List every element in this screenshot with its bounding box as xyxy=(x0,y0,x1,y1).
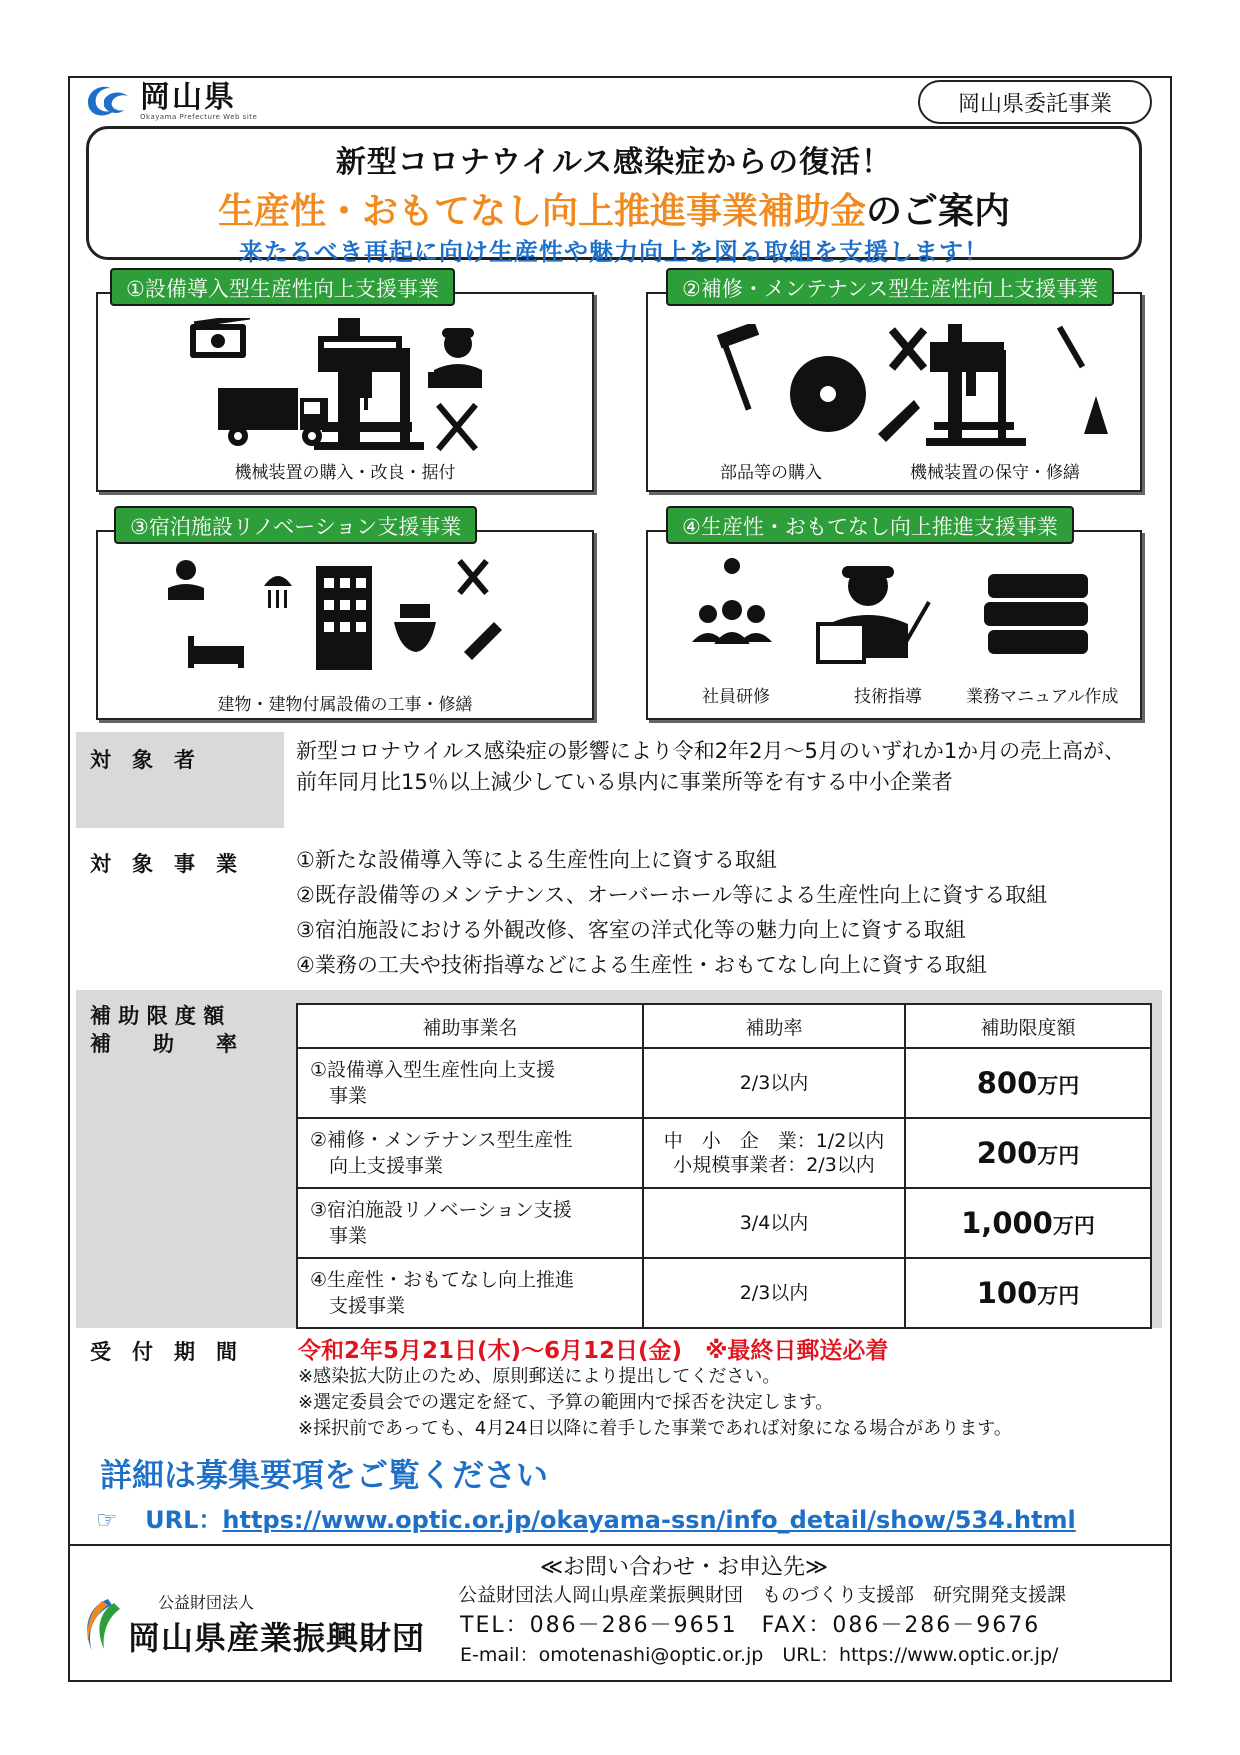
okayama-emblem-icon xyxy=(84,82,132,122)
row3-limit: 1,000万円 xyxy=(905,1188,1151,1258)
handsaw-icon xyxy=(878,400,920,442)
projects-item-3: ③宿泊施設における外観改修、客室の洋式化等の魅力向上に資する取組 xyxy=(296,918,966,942)
subsidy-label-rate: 補 助 率 xyxy=(90,1032,237,1056)
contact-heading: ≪お問い合わせ・お申込先≫ xyxy=(540,1555,829,1580)
hammer-icon xyxy=(717,324,759,411)
bed-icon xyxy=(188,636,244,668)
subsidy-table xyxy=(296,1003,1152,1329)
panel-maintenance xyxy=(646,292,1142,492)
foundation-name: 岡山県産業振興財団 xyxy=(128,1619,426,1657)
saw-blade-icon xyxy=(790,356,866,432)
title-line2 xyxy=(89,183,1139,234)
panel2-caption-maintenance: 機械装置の保守・修繕 xyxy=(910,463,1080,483)
projects-item-1: ①新たな設備導入等による生産性向上に資する取組 xyxy=(296,848,777,872)
period-dates: 令和2年5月21日(木)～6月12日(金) ※最終日郵送必着 xyxy=(298,1338,889,1364)
toilet-icon xyxy=(394,604,436,652)
period-label: 受 付 期 間 xyxy=(90,1340,237,1364)
commission-badge: 岡山県委託事業 xyxy=(918,80,1152,124)
machine-press-icon-2 xyxy=(926,324,1026,446)
worker-icon xyxy=(428,328,482,388)
row2-rate: 中 小 企 業：1/2以内 小規模事業者：2/3以内 xyxy=(643,1118,905,1188)
panel1-caption: 機械装置の購入・改良・据付 xyxy=(234,463,456,483)
row4-rate: 2/3以内 xyxy=(643,1258,905,1328)
table-header-row xyxy=(297,1004,1151,1048)
row3-name: ③宿泊施設リノベーション支援 事業 xyxy=(297,1188,643,1258)
title-line3: 来たるべき再起に向け生産性や魅力向上を図る取組を支援します！ xyxy=(239,238,989,266)
table-row xyxy=(297,1048,1151,1118)
panel4-tab: ④生産性・おもてなし向上推進支援事業 xyxy=(666,506,1074,544)
traffic-cone-icon xyxy=(1084,396,1108,434)
team-idea-icon xyxy=(692,558,772,644)
header-limit: 補助限度額 xyxy=(905,1004,1151,1048)
panel3-caption: 建物・建物付属設備の工事・修繕 xyxy=(217,695,473,715)
projects-item-4: ④業務の工夫や技術指導などによる生産性・おもてなし向上に資する取組 xyxy=(296,953,987,977)
tools-icon xyxy=(436,403,478,451)
contact-org: 公益財団法人岡山県産業振興財団 ものづくり支援部 研究開発支援課 xyxy=(458,1584,1067,1606)
table-row xyxy=(297,1258,1151,1328)
training-illustration xyxy=(688,558,1108,680)
instructor-icon xyxy=(818,566,931,662)
books-icon xyxy=(984,574,1088,654)
details-url-link[interactable]: https://www.optic.or.jp/okayama-ssn/info_detail/show/534.html xyxy=(222,1506,1076,1534)
worker-icon-2 xyxy=(168,560,204,600)
row1-rate: 2/3以内 xyxy=(643,1048,905,1118)
wrench-icon xyxy=(1057,326,1085,369)
panel-equipment xyxy=(96,292,594,492)
okayama-logo[interactable] xyxy=(84,80,257,124)
foundation-small: 公益財団法人 xyxy=(158,1593,255,1612)
pointing-hand-icon: ☞ xyxy=(96,1506,118,1534)
period-note-2: ※選定委員会での選定を経て、予算の範囲内で採否を決定します。 xyxy=(298,1392,834,1413)
panel1-tab: ①設備導入型生産性向上支援事業 xyxy=(110,268,455,306)
details-heading: 詳細は募集要項をご覧ください xyxy=(100,1456,549,1494)
row1-name: ①設備導入型生産性向上支援 事業 xyxy=(297,1048,643,1118)
shower-icon xyxy=(264,576,292,608)
contact-tel: TEL：086－286－9651 FAX：086－286－9676 xyxy=(460,1613,1041,1638)
tools-cross-icon xyxy=(889,327,927,370)
title-box xyxy=(86,126,1142,266)
row4-name: ④生産性・おもてなし向上推進 支援事業 xyxy=(297,1258,643,1328)
panel2-tab: ②補修・メンテナンス型生産性向上支援事業 xyxy=(666,268,1114,306)
projects-item-2: ②既存設備等のメンテナンス、オーバーホール等による生産性向上に資する取組 xyxy=(296,883,1048,907)
money-icon xyxy=(190,318,250,358)
row3-rate: 3/4以内 xyxy=(643,1188,905,1258)
row2-name: ②補修・メンテナンス型生産性 向上支援事業 xyxy=(297,1118,643,1188)
panel4-caption-manual: 業務マニュアル作成 xyxy=(966,687,1119,707)
header-project-name: 補助事業名 xyxy=(297,1004,643,1048)
target-text: 新型コロナウイルス感染症の影響により令和2年2月～5月のいずれか1か月の売上高が、前年同月比15％以上減少している県内に事業所等を有する中小企業者 xyxy=(296,739,1126,794)
logo-subtitle: Okayama Prefecture Web site xyxy=(140,113,258,121)
foundation-logo xyxy=(78,1590,425,1659)
row2-limit: 200万円 xyxy=(905,1118,1151,1188)
projects-label: 対 象 事 業 xyxy=(90,852,237,876)
panel4-caption-guidance: 技術指導 xyxy=(854,687,922,707)
footer-divider xyxy=(70,1544,1170,1546)
title-line1: 新型コロナウイルス感染症からの復活！ xyxy=(335,145,893,180)
header-rate: 補助率 xyxy=(643,1004,905,1048)
panel4-caption-training: 社員研修 xyxy=(702,687,770,707)
contact-email[interactable]: E-mail：omotenashi@optic.or.jp URL：https://www.optic.or.jp/ xyxy=(460,1644,1059,1666)
panel-productivity xyxy=(646,530,1142,720)
row1-limit: 800万円 xyxy=(905,1048,1151,1118)
tools-cross-icon-2 xyxy=(457,559,489,595)
title-rest: のご案内 xyxy=(866,191,1011,232)
table-row xyxy=(297,1188,1151,1258)
handsaw-icon-2 xyxy=(464,622,502,660)
subsidy-label-limit: 補 助 限 度 額 xyxy=(90,1004,225,1028)
url-line xyxy=(96,1500,1076,1535)
period-note-3: ※採択前であっても、4月24日以降に着手した事業であれば対象になる場合があります。 xyxy=(298,1418,1012,1439)
row4-limit: 100万円 xyxy=(905,1258,1151,1328)
panel2-caption-parts: 部品等の購入 xyxy=(720,463,822,483)
period-note-1: ※感染拡大防止のため、原則郵送により提出してください。 xyxy=(298,1366,781,1387)
renovation-illustration xyxy=(168,556,528,684)
machine-press-icon xyxy=(314,318,424,450)
table-row xyxy=(297,1118,1151,1188)
title-highlight: 生産性・おもてなし向上推進事業補助金 xyxy=(217,191,866,232)
dump-truck-icon xyxy=(218,388,328,446)
panel-accommodation xyxy=(96,530,594,720)
panel3-tab: ③宿泊施設リノベーション支援事業 xyxy=(114,506,477,544)
building-icon xyxy=(316,566,372,670)
url-label: URL： xyxy=(145,1506,223,1534)
machinery-illustration xyxy=(188,318,508,458)
maintenance-illustration xyxy=(708,324,1108,454)
target-label: 対 象 者 xyxy=(90,748,195,772)
logo-title: 岡山県 xyxy=(140,80,236,115)
foundation-emblem-icon xyxy=(78,1597,122,1653)
